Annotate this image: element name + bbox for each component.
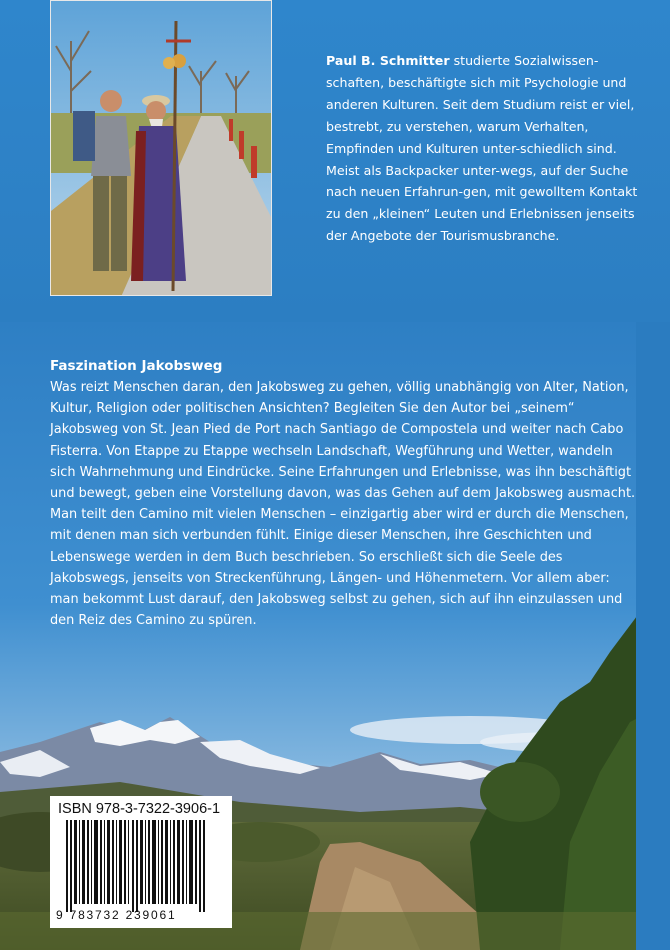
blurb-title: Faszination Jakobsweg (50, 358, 223, 374)
blurb-body: Was reizt Menschen daran, den Jakobsweg zu gehen, völlig unabhängig von Alter, Nation, Kultur, Religion oder politischen Ansichten? Begleiten Sie den Autor bei „seinem“ Jakobsweg von St. Jean Pied de Port nach Santiago de Compostela und weiter nach Cabo Fisterra. Von Etappe zu Etappe wechseln Landschaft, Wegführung und Wetter, wandeln sich Wahrnehmung und Eindrücke. Seine Erfahrungen und Erlebnisse, was ihn beschäftigt und bewegt, geben eine Vorstellung davon, was das Gehen auf dem Jakobsweg ausmacht. Man teilt den Camino mit vielen Menschen – einzigartig aber wird er durch die Menschen, mit denen man sich verbunden fühlt. Einige dieser Menschen, ihre Geschichten und Lebenswege werden in dem Buch beschrieben. So erschließt sich die Seele des Jakobswegs, jenseits von Streckenführung, Längen- und Höhenmetern. Vor allem aber: man bekommt Lust darauf, den Jakobsweg selbst zu gehen, sich auf ihn einzulassen und den Reiz des Camino zu spüren. (50, 380, 636, 629)
barcode-icon (56, 820, 226, 912)
right-margin-strip (636, 322, 670, 950)
blurb (50, 356, 640, 631)
barcode-digits: 9 783732 239061 (56, 908, 177, 922)
author-name: Paul B. Schmitter (326, 53, 450, 68)
author-photo (50, 0, 272, 296)
isbn-label: ISBN 978-3-7322-3906-1 (58, 801, 221, 817)
author-bio (326, 50, 642, 247)
isbn-barcode-box (50, 796, 232, 928)
author-bio-text: studierte Sozialwissen-schaften, beschäftigte sich mit Psychologie und anderen Kulturen. Seit dem Studium reist er viel, bestrebt, zu verstehen, warum Verhalten, Empfinden und Kulturen unter-schiedlich sind. Meist als Backpacker unter-wegs, auf der Suche nach neuen Erfahrun-gen, mit gewolltem Kontakt zu den „kleinen“ Leuten und Erlebnissen jenseits der Angebote der Tourismusbranche. (326, 53, 638, 244)
